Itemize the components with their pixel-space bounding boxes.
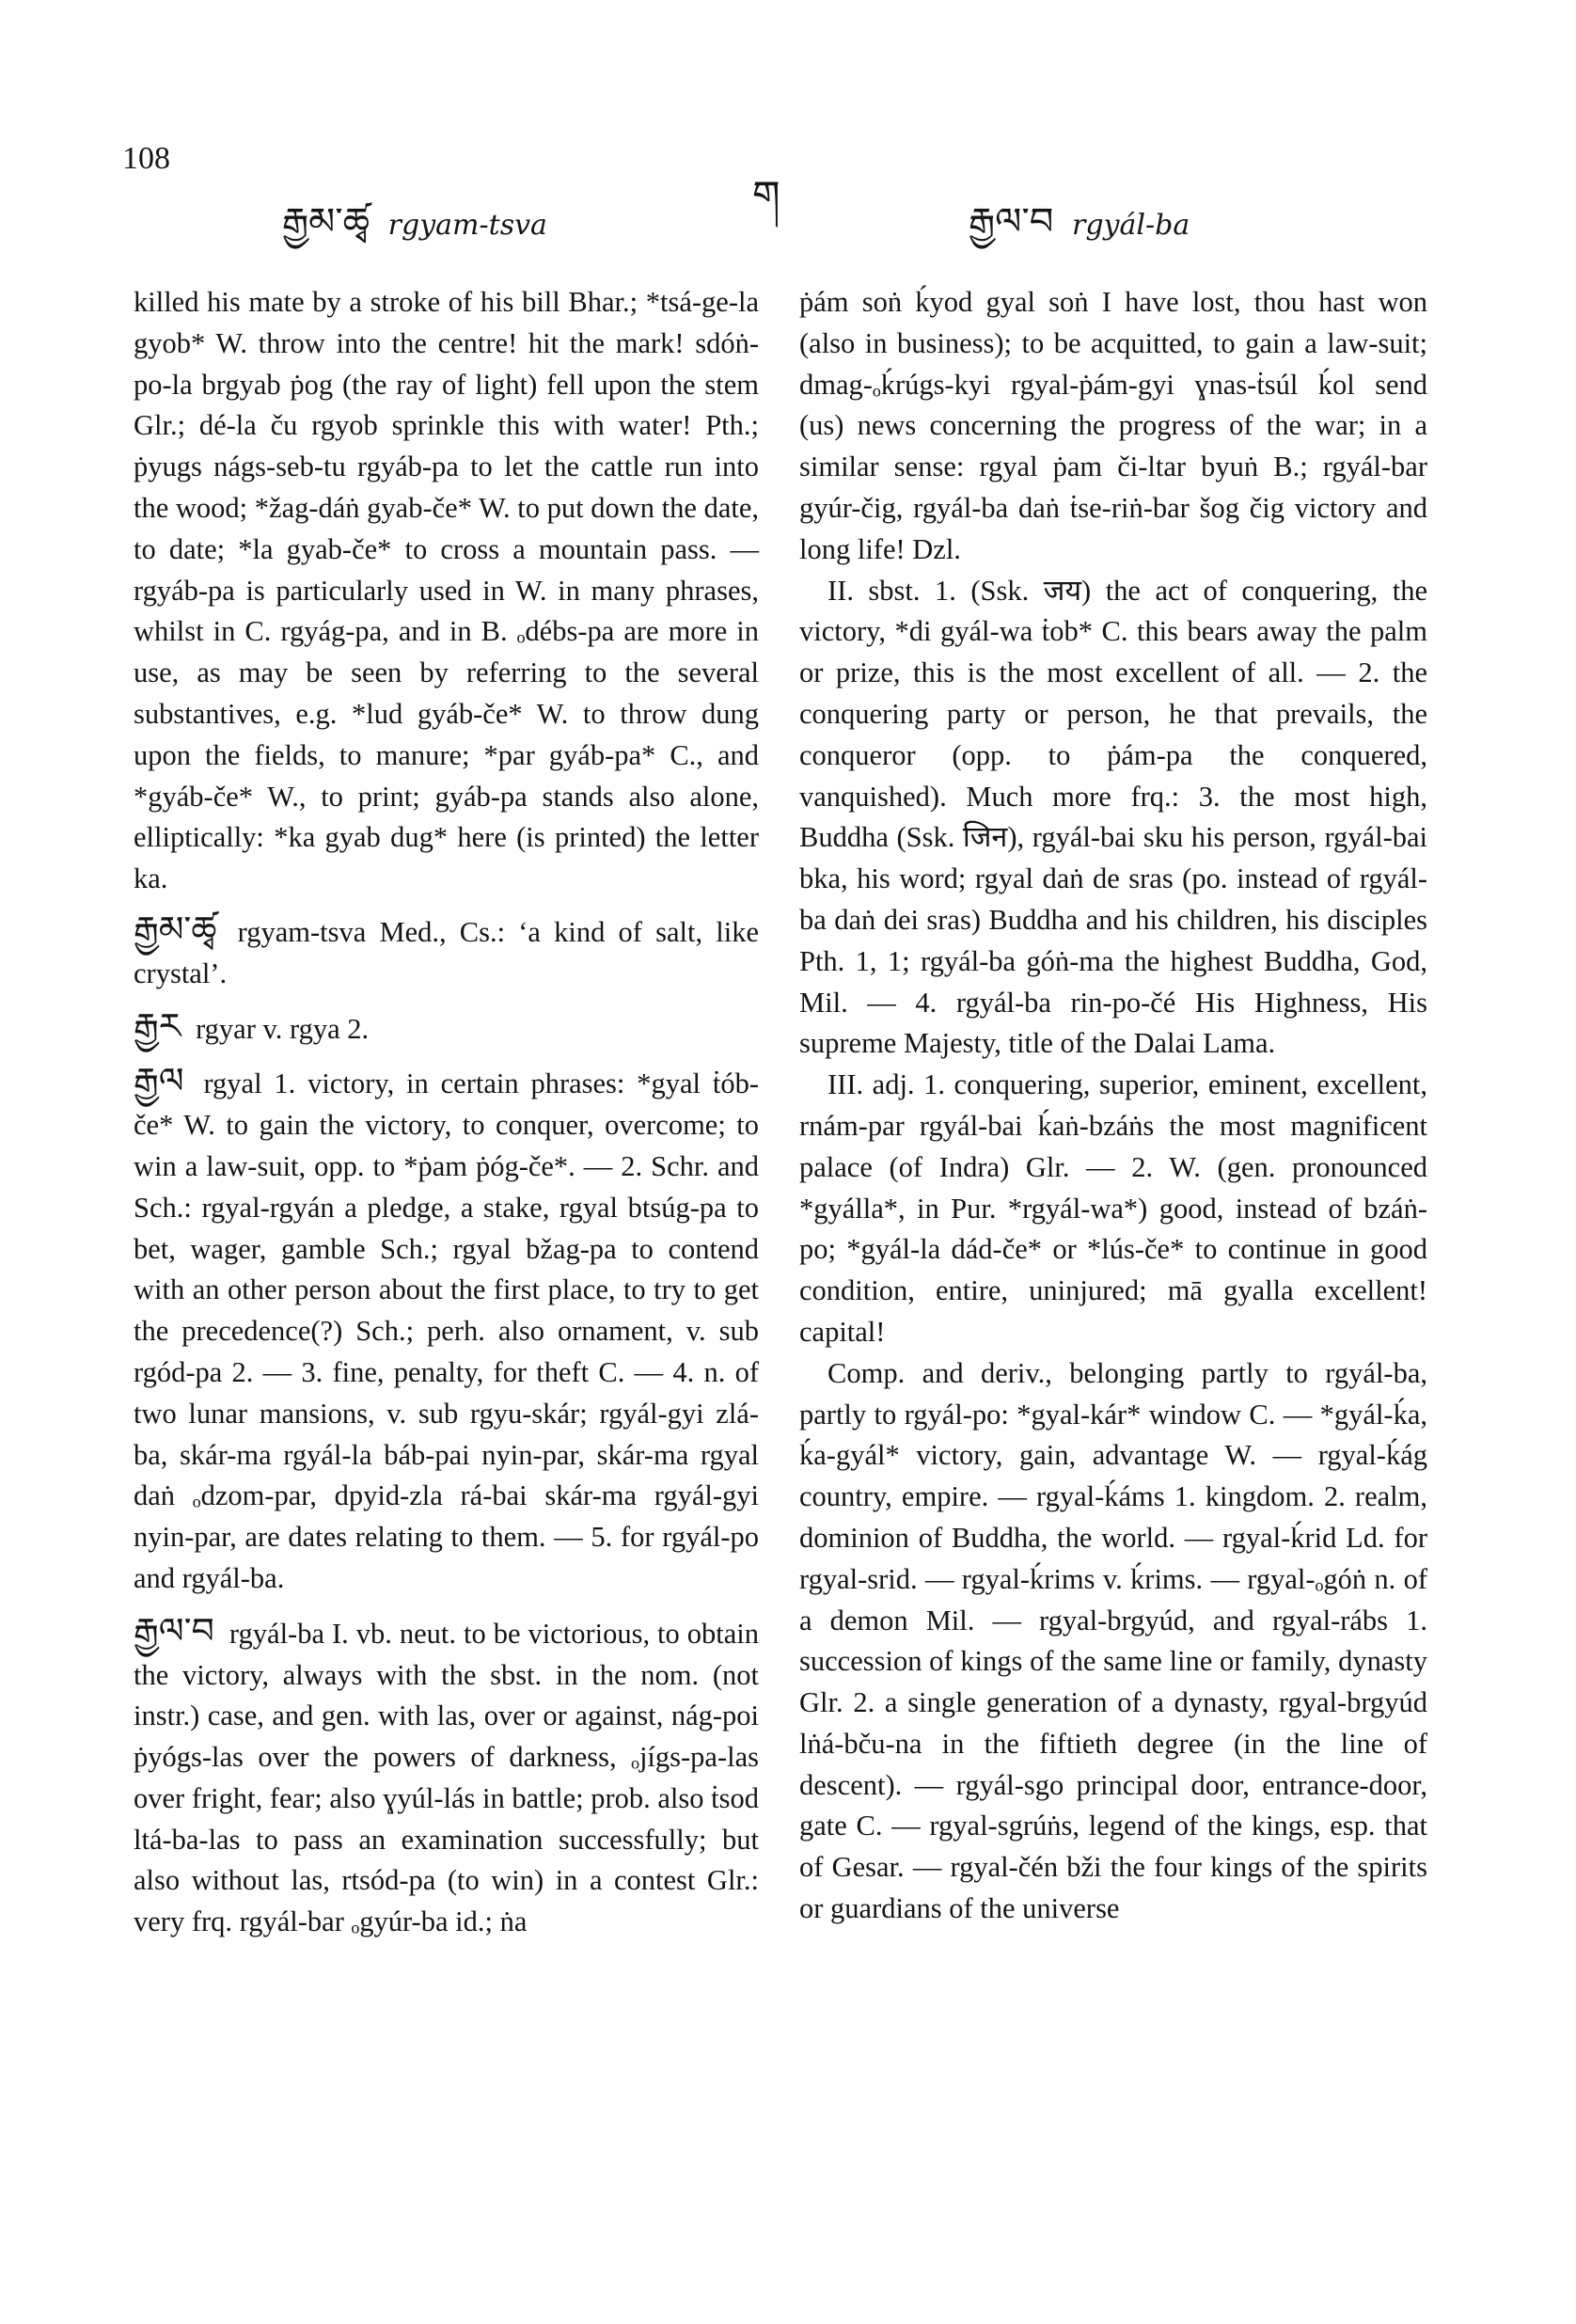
entry-section-substantive: II. sbst. 1. (Ssk. जय) the act of conquering, the victory, *di gyál-wa ṫob* C. this bears away the palm or prize, this is the most excellent of all. — 2. the conquering party or person, he that prevails, the conqueror (opp. to ṗám-pa the conquered, vanquished). Much more frq.: 3. the most high, Buddha (Ssk. जिन), rgyál-bai sku his person, rgyál-bai bka, his word; rgyal daṅ de sras (po. instead of rgyál-ba daṅ dei sras) Buddha and his children, his disciples Pth. 1, 1; rgyál-ba góṅ-ma the highest Buddha, God, Mil. — 4. rgyál-ba rin-po-čé His Highness, His supreme Majesty, title of the Dalai Lama. [799, 574, 1427, 1060]
entry-tibetan-headword: རྒྱར [134, 1004, 181, 1047]
left-headword-transliteration: rgyam-tsva [387, 209, 547, 242]
page-number: 108 [122, 141, 170, 176]
entry-rgyar [134, 1006, 759, 1051]
entry-rgyal-ba [134, 1611, 759, 1943]
entry-section-adjective: III. adj. 1. conquering, superior, eminent, excellent, rnám-par rgyál-bai ḱaṅ-bzáṅs the most magnificent palace (of Indra) Glr. — 2. W. (gen. pronounced *gyálla*, in Pur. *rgyál-wa*) good, instead of bzáṅ-po; *gyál-la dád-če* or *lús-če* to continue in good condition, entire, uninjured; mā gyalla excellent! capital! [799, 1068, 1427, 1348]
right-column [799, 282, 1427, 1930]
left-headword-tibetan: རྒྱམ་ཚྭ [282, 200, 370, 244]
entry-tibetan-headword: རྒྱམ་ཚྭ [134, 908, 217, 950]
continued-entry-text: killed his mate by a stroke of his bill Bhar.; *tsá-ge-la gyob* W. throw into the centre! hit the mark! sdóṅ-po-la brgyab ṗog (the ray of light) fell upon the stem Glr.; dé-la ču rgyob sprinkle this with water! Pth.; ṗyugs nágs-seb-tu rgyáb-pa to let the cattle run into the wood; *žag-dáṅ gyab-če* W. to put down the date, to date; *la gyab-če* to cross a mountain pass. — rgyáb-pa is particularly used in W. in many phrases, whilst in C. rgyág-pa, and in B. ₒdébs-pa are more in use, as may be seen by referring to the several substantives, e.g. *lud gyáb-če* W. to throw dung upon the fields, to manure; *par gyáb-pa* C., and *gyáb-če* W., to print; gyáb-pa stands also alone, elliptically: *ka gyab dug* here (is printed) the letter ka. [134, 286, 759, 895]
entry-rgyal [134, 1061, 759, 1599]
entry-tibetan-headword: རྒྱལ་བ [134, 1609, 214, 1652]
right-headword-transliteration: rgyál-ba [1072, 209, 1190, 242]
left-column [134, 282, 759, 1954]
right-running-headword [969, 179, 1190, 285]
right-headword-tibetan: རྒྱལ་བ [969, 200, 1054, 244]
continued-entry-text: ṗám soṅ ḱyod gyal soṅ I have lost, thou hast won (also in business); to be acquitted, to gain a law-suit; dmag-ₒḱrúgs-kyi rgyal-ṗám-gyi ɣnas-ṫsúl ḱol send (us) news concerning the progress of the war; in a similar sense: rgyal ṗam či-ltar byuṅ B.; rgyál-bar gyúr-čig, rgyál-ba daṅ ṫse-riṅ-bar šog čig victory and long life! Dzl. [799, 286, 1427, 565]
entry-section-compounds: Comp. and deriv., belonging partly to rgyál-ba, partly to rgyál-po: *gyal-kár* window C. — *gyál-ḱa, ḱa-gyál* victory, gain, advantage W. — rgyal-ḱág country, empire. — rgyal-ḱáms 1. kingdom. 2. realm, dominion of Buddha, the world. — rgyal-ḱrid Ld. for rgyal-srid. — rgyal-ḱrims v. ḱrims. — rgyal-ₒgóṅ n. of a demon Mil. — rgyal-brgyúd, and rgyal-rábs 1. succession of kings of the same line or family, dynasty Glr. 2. a single generation of a dynasty, rgyal-brgyúd lṅá-bču-na in the fiftieth degree (in the line of descent). — rgyál-sgo principal door, entrance-door, gate C. — rgyal-sgrúṅs, legend of the kings, esp. that of Gesar. — rgyal-čén bži the four kings of the spirits or guardians of the universe [799, 1356, 1427, 1925]
entry-text: rgyar v. rgya 2. [196, 1012, 370, 1045]
section-letter: ག [752, 172, 780, 218]
entry-rgyam-tsva [134, 909, 759, 995]
entry-tibetan-headword: རྒྱལ [134, 1060, 184, 1102]
entry-text: rgyam-tsva Med., Cs.: ‘a kind of salt, like crystal’. [134, 915, 759, 989]
entry-text: rgyál-ba I. vb. neut. to be victorious, to obtain the victory, always with the sbst. in the nom. (not instr.) case, and gen. with las, over or against, nág-poi ṗyógs-las over the powers of darkness, ₒjígs-pa-las over fright, fear; also ɣyúl-lás in battle; prob. also ṫsod ltá-ba-las to pass an examination successfully; but also without las, rtsód-pa (to win) in a contest Glr.: very frq. rgyál-bar ₒgyúr-ba id.; ṅa [134, 1617, 760, 1938]
entry-text: rgyal 1. victory, in certain phrases: *gyal ṫób-če* W. to gain the victory, to conquer, overcome; to win a law-suit, opp. to *ṗam ṗóg-če*. — 2. Schr. and Sch.: rgyal-rgyán a pledge, a stake, rgyal btsúg-pa to bet, wager, gamble Sch.; rgyal bžag-pa to contend with an other person about the first place, to try to get the precedence(?) Sch.; perh. also ornament, v. sub rgód-pa 2. — 3. fine, penalty, for theft C. — 4. n. of two lunar mansions, v. sub rgyu-skár; rgyál-gyi zlá-ba, skár-ma rgyál-la báb-pai nyin-par, skár-ma rgyal daṅ ₒdzom-par, dpyid-zla rá-bai skár-ma rgyál-gyi nyin-par, are dates relating to them. — 5. for rgyál-po and rgyál-ba. [134, 1067, 759, 1594]
left-running-headword [282, 179, 547, 285]
